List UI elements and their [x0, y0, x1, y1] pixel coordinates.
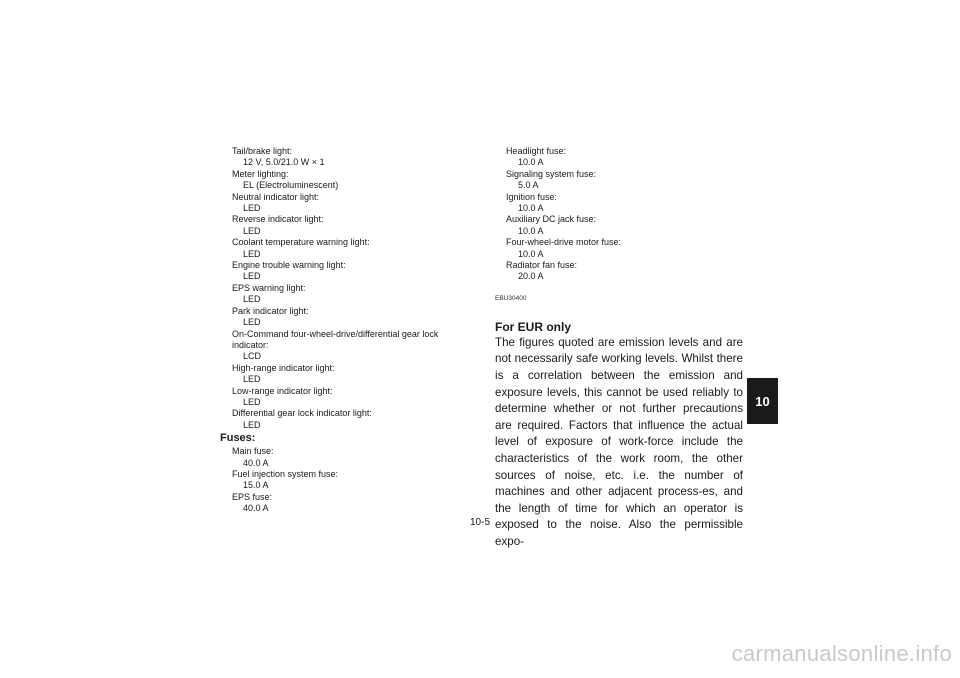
spec-value: LED — [243, 248, 261, 259]
spec-label: Meter lighting: — [232, 168, 289, 179]
spec-value: LED — [243, 374, 261, 385]
spec-value: 10.0 A — [518, 203, 544, 214]
page-number: 10-5 — [469, 517, 490, 528]
spec-list-lights — [220, 146, 460, 329]
spec-value: 10.0 A — [518, 248, 544, 259]
spec-label: indicator: — [232, 339, 269, 350]
spec-value: 40.0 A — [243, 457, 269, 468]
spec-item — [220, 237, 460, 260]
spec-item — [220, 469, 460, 492]
spec-label: On-Command four-wheel-drive/differential gear lock — [232, 328, 439, 339]
spec-label: Tail/brake light: — [232, 146, 293, 156]
spec-label: Differential gear lock indicator light: — [232, 408, 372, 419]
fuses-heading: Fuses: — [220, 432, 256, 445]
spec-item — [220, 260, 460, 283]
section-heading: For EUR only — [495, 319, 572, 334]
spec-item-on-command — [220, 329, 460, 363]
spec-item — [495, 214, 743, 237]
spec-item — [220, 363, 460, 386]
spec-item — [495, 237, 743, 260]
spec-label: Auxiliary DC jack fuse: — [506, 214, 597, 225]
spec-item — [495, 169, 743, 192]
spec-value: 20.0 A — [518, 271, 544, 282]
spec-label: Signaling system fuse: — [506, 168, 597, 179]
spec-label: EPS fuse: — [232, 491, 273, 502]
spec-label: Engine trouble warning light: — [232, 260, 346, 271]
spec-item — [495, 192, 743, 215]
section-code: EBU30400 — [495, 294, 527, 302]
spec-item — [495, 146, 743, 169]
spec-value: EL (Electroluminescent) — [243, 180, 339, 191]
spec-value: 10.0 A — [518, 157, 544, 168]
spec-item — [220, 306, 460, 329]
spec-value: LED — [243, 225, 261, 236]
spec-item — [495, 260, 743, 283]
spec-label: EPS warning light: — [232, 282, 306, 293]
spec-label: Radiator fan fuse: — [506, 260, 578, 271]
spec-value: 5.0 A — [518, 180, 539, 191]
chapter-tab: 10 — [747, 378, 778, 424]
spec-item — [220, 408, 460, 431]
watermark: carmanualsonline.info — [731, 641, 952, 666]
spec-label: Low-range indicator light: — [232, 385, 333, 396]
spec-list-fuses-continued — [495, 146, 743, 283]
left-column — [220, 146, 460, 515]
spec-value: LED — [243, 294, 261, 305]
spec-label: Headlight fuse: — [506, 146, 567, 156]
spec-item — [220, 446, 460, 469]
spec-value: LED — [243, 396, 261, 407]
spec-label: Reverse indicator light: — [232, 214, 324, 225]
spec-label: High-range indicator light: — [232, 362, 335, 373]
spec-list-indicators — [220, 363, 460, 431]
spec-value: 12 V, 5.0/21.0 W × 1 — [243, 157, 325, 168]
spec-value: LED — [243, 317, 261, 328]
spec-value: LED — [243, 271, 261, 282]
spec-item — [220, 492, 460, 515]
spec-value: 10.0 A — [518, 225, 544, 236]
spec-value: 15.0 A — [243, 480, 269, 491]
spec-item — [220, 283, 460, 306]
spec-list-fuses — [220, 446, 460, 514]
spec-label: Park indicator light: — [232, 305, 309, 316]
spec-label: Ignition fuse: — [506, 191, 558, 202]
spec-value: 40.0 A — [243, 503, 269, 514]
spec-label: Main fuse: — [232, 446, 274, 457]
spec-item — [220, 169, 460, 192]
spec-value: LED — [243, 419, 261, 430]
spec-item — [220, 192, 460, 215]
spec-value: LED — [243, 203, 261, 214]
spec-label: Fuel injection system fuse: — [232, 468, 339, 479]
spec-label: Coolant temperature warning light: — [232, 237, 370, 248]
body-paragraph: The figures quoted are emission levels and are not necessarily safe working levels. Whilst there is a correlation between the emission and exposure levels, this cannot be used reliably to determine whether or not further precautions are required. Factors that influence the actual level of exposure of work-force include the characteristics of the work room, the other sources of noise, etc. i.e. the number of machines and other adjacent process-es, and the length of time for which an operator is exposed to the noise. Also the permissible expo- — [495, 335, 743, 548]
spec-label: Four-wheel-drive motor fuse: — [506, 237, 622, 248]
spec-value: LCD — [243, 351, 262, 362]
spec-item — [220, 386, 460, 409]
spec-item — [220, 214, 460, 237]
right-column — [495, 146, 743, 551]
spec-label: Neutral indicator light: — [232, 191, 320, 202]
spec-item — [220, 146, 460, 169]
